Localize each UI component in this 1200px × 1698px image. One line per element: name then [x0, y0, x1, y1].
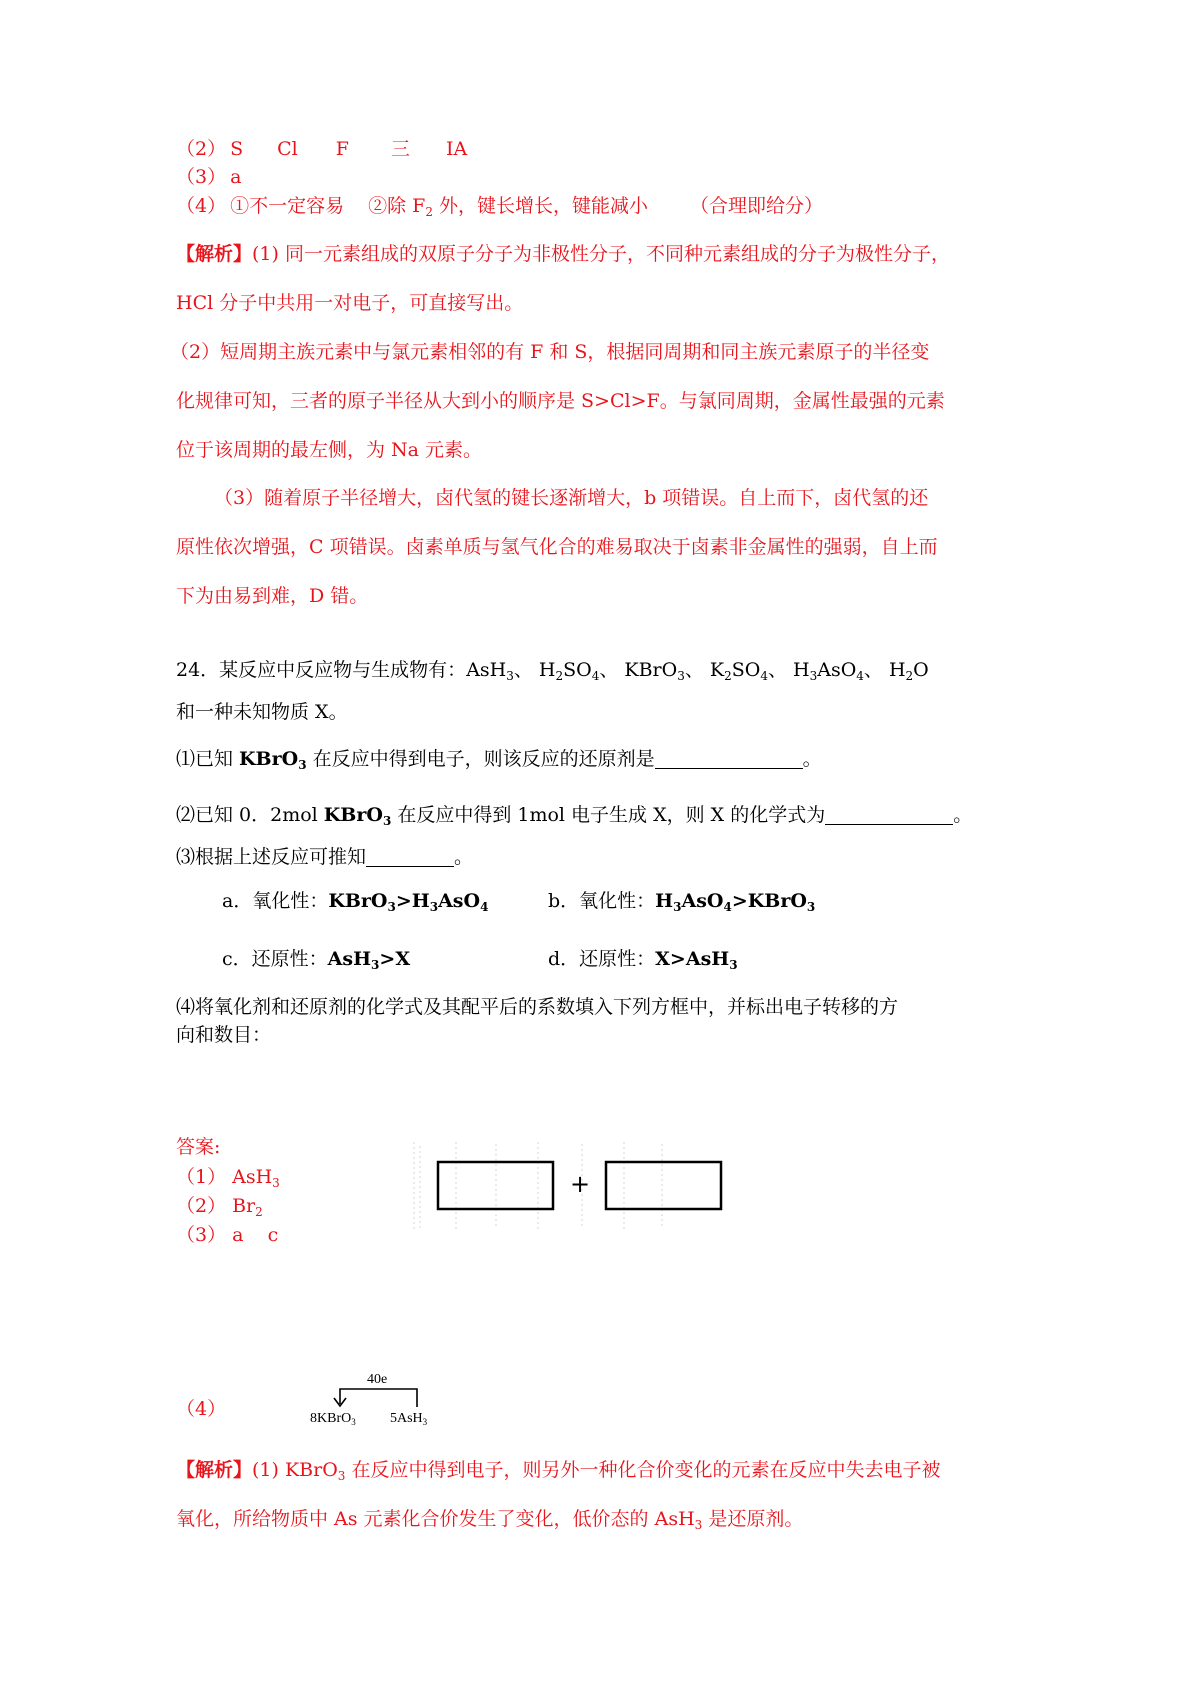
answer-box-right[interactable]: [606, 1162, 721, 1209]
question-text: 在反应中得到电子，则该反应的还原剂是: [306, 748, 655, 770]
option-label: b．氧化性：: [548, 890, 656, 912]
analysis-text: 是还原剂。: [702, 1508, 804, 1530]
answer-note: （合理即给分）: [690, 195, 824, 217]
answer-4-line: [176, 193, 823, 219]
analysis-text: (1) KBrO: [252, 1459, 338, 1481]
answer-value: a: [230, 166, 242, 188]
answer-number: （2）: [176, 1195, 227, 1217]
option-d: d．还原性：X>AsH$_3$: [548, 948, 738, 972]
question-text: 24．某反应中反应物与生成物有：: [176, 659, 467, 681]
answer-item: Cl: [277, 138, 298, 160]
question-text: 和一种未知物质 X。: [176, 701, 348, 723]
answer-part: ①不一定容易: [230, 195, 345, 217]
answer-item: S: [230, 138, 244, 160]
analysis-text: （2）短周期主族元素中与氯元素相邻的有 F 和 S，根据同周期和同主族元素原子的半径变: [170, 341, 930, 363]
answer-value: a c: [232, 1224, 279, 1246]
electron-transfer-diagram: [305, 1370, 465, 1430]
answer-number: （3）: [176, 1224, 227, 1246]
option-a: a．氧化性：$KBrO_3>H_3AsO_4$: [222, 890, 489, 914]
question-text: 向和数目：: [176, 1024, 272, 1046]
final-analysis-line-1: [176, 1457, 940, 1483]
analysis-text: 原性依次增强，C 项错误。卤素单质与氢气化合的难易取决于卤素非金属性的强弱，自上而: [176, 536, 938, 558]
figure-scan-noise: [414, 1142, 662, 1230]
question-text: ⑴已知: [176, 748, 240, 770]
electron-count: 40e: [367, 1372, 388, 1387]
answer-value: Br: [232, 1195, 256, 1217]
answer-number: （4）: [176, 195, 227, 217]
answer-part: ②除 F: [368, 195, 426, 217]
answer-part: 外，键长增长，键能减小: [432, 195, 649, 217]
answer-item: IA: [445, 138, 468, 160]
subscript: 3: [337, 1469, 346, 1483]
option-label: a．氧化性：: [222, 890, 329, 912]
answer-blank[interactable]: [655, 748, 803, 769]
answer-4-number: （4）: [176, 1398, 227, 1420]
question-text: 。: [454, 846, 474, 868]
option-label: d．还原性：: [548, 948, 656, 970]
answer-1-line: [176, 1164, 280, 1190]
plus-sign: +: [569, 1170, 591, 1198]
oxidant-formula: 8KBrO$_3$: [310, 1411, 356, 1427]
analysis-label: 【解析】: [176, 243, 253, 265]
final-analysis-line-2: [176, 1506, 803, 1532]
answer-item: F: [335, 138, 349, 160]
answers-label: 答案:: [176, 1136, 221, 1158]
answer-3-line: [176, 164, 241, 190]
question-24-intro: 24．某反应中反应物与生成物有：AsH$_3$、 $H_2SO_4$、 KBrO$_3$、 $K_2SO_4$、 $H_3AsO_4$、 $H_2O$: [176, 659, 929, 683]
answer-item: 三: [390, 138, 410, 160]
subscript: 3: [694, 1518, 703, 1532]
answer-number: （2）: [176, 138, 227, 160]
subscript: 2: [425, 205, 433, 219]
question-24-part-2: ⑵已知 0．2mol KBrO$_3$ 在反应中得到 1mol 电子生成 X，则 X 的化学式为 。: [176, 804, 973, 828]
question-24-part-3: [176, 844, 473, 870]
subscript: 3: [272, 1176, 280, 1190]
answer-number: （1）: [176, 1166, 227, 1188]
analysis-text: 在反应中得到电子，则另外一种化合价变化的元素在反应中失去电子被: [345, 1459, 941, 1481]
analysis-paragraph-1: [176, 241, 950, 267]
question-text: 。: [802, 748, 822, 770]
answer-blank[interactable]: [366, 846, 454, 867]
answer-boxes-figure: [410, 1140, 750, 1235]
transfer-bracket: [340, 1389, 417, 1407]
answer-2-line: [176, 1193, 263, 1219]
analysis-text: （3）随着原子半径增大，卤代氢的键长逐渐增大，b 项错误。自上而下，卤代氢的还: [214, 487, 929, 509]
question-text: 。: [953, 804, 973, 826]
answer-value: AsH: [232, 1166, 273, 1188]
question-text: ⑷将氧化剂和还原剂的化学式及其配平后的系数填入下列方框中，并标出电子转移的方: [176, 996, 899, 1018]
analysis-text: 化规律可知，三者的原子半径从大到小的顺序是 S>Cl>F。与氯同周期，金属性最强的元素: [176, 390, 945, 412]
analysis-text: 下为由易到难，D 错。: [176, 585, 369, 607]
subscript: 2: [255, 1205, 263, 1219]
analysis-text: HCl 分子中共用一对电子，可直接写出。: [176, 292, 524, 314]
question-text: ⑶根据上述反应可推知: [176, 846, 367, 868]
answer-2-line: [176, 136, 467, 162]
option-b: b．氧化性：$H_3AsO_4>KBrO_3$: [548, 890, 816, 914]
answer-number: （3）: [176, 166, 227, 188]
answer-3-line: [176, 1222, 278, 1248]
reductant-formula: 5AsH$_3$: [390, 1411, 428, 1427]
option-c: c．还原性：AsH$_3$>X: [222, 948, 411, 972]
analysis-text: 位于该周期的最左侧，为 Na 元素。: [176, 439, 483, 461]
analysis-text: (1) 同一元素组成的双原子分子为非极性分子，不同种元素组成的分子为极性分子，: [252, 243, 950, 265]
option-label: c．还原性：: [222, 948, 328, 970]
question-text: 在反应中得到 1mol 电子生成 X，则 X 的化学式为: [391, 804, 826, 826]
question-text: ⑵已知 0．2mol: [176, 804, 324, 826]
answer-blank[interactable]: [825, 804, 953, 825]
analysis-text: 氧化，所给物质中 As 元素化合价发生了变化，低价态的 AsH: [176, 1508, 695, 1530]
analysis-label: 【解析】: [176, 1459, 253, 1481]
question-24-part-1: ⑴已知 KBrO$_3$ 在反应中得到电子，则该反应的还原剂是 。: [176, 748, 822, 772]
